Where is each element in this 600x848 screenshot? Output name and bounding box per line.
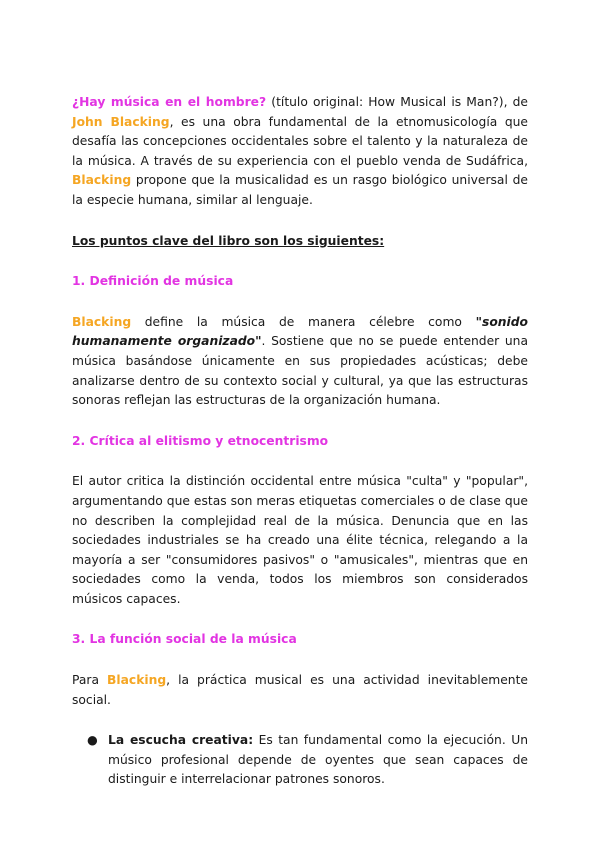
section-1-heading: 1. Definición de música <box>72 274 234 289</box>
section-1-paragraph: Blacking define la música de manera célebre como "sonido humanamente organizado". Sostiene que no se puede entender una música basándose únicamente en sus propiedades acústicas; debe analizarse dentro de su contexto social y cultural, ya que las estructuras sonoras reflejan las estructuras de la organización humana. <box>72 314 529 408</box>
author-surname: Blacking <box>107 673 167 688</box>
intro-text-2: , es una obra fundamental de la etnomusicología que desafía las concepciones occidentales sobre el talento y la naturaleza de la música. A través de su experiencia con el pueblo venda de Sudáfrica, <box>72 114 528 168</box>
book-title: ¿Hay música en el hombre? <box>72 95 267 109</box>
author-surname: Blacking <box>72 314 132 329</box>
list-item-text: Es tan fundamental como la ejecución. Un músico profesional depende de oyentes que sean capaces de distinguir e interrelacionar patrones sonoros. <box>108 733 528 787</box>
intro-text-3: propone que la musicalidad es un rasgo biológico universal de la especie humana, similar al lenguaje. <box>72 173 528 207</box>
section-2-heading: 2. Crítica al elitismo y etnocentrismo <box>72 433 329 448</box>
author-name: John Blacking <box>72 114 170 129</box>
list-item <box>72 731 528 790</box>
section-3-heading: 3. La función social de la música <box>72 632 297 647</box>
author-surname: Blacking <box>72 173 132 188</box>
intro-paragraph <box>72 93 528 211</box>
keypoints-heading: Los puntos clave del libro son los siguientes: <box>72 233 385 248</box>
bullet-icon: ● <box>87 733 98 748</box>
definition-quote: "sonido humanamente organizado" <box>72 314 528 349</box>
section-3-paragraph: Para Blacking, la práctica musical es una actividad inevitablemente social. <box>72 673 528 707</box>
list-item-title: La escucha creativa: <box>108 733 254 748</box>
bullet-list <box>72 731 528 790</box>
section-2-paragraph: El autor critica la distinción occidental entre música "culta" y "popular", argumentando que estas son meras etiquetas comerciales o de clase que no describen la complejidad real de la música. Denuncia que en las sociedades industriales se ha creado una élite técnica, relegando a la mayoría a ser "consumidores pasivos" o "amusicales", mientras que en sociedades como la venda, todos los miembros son considerados músicos capaces. <box>72 474 528 606</box>
intro-text-1: (título original: How Musical is Man?), de <box>266 95 528 109</box>
